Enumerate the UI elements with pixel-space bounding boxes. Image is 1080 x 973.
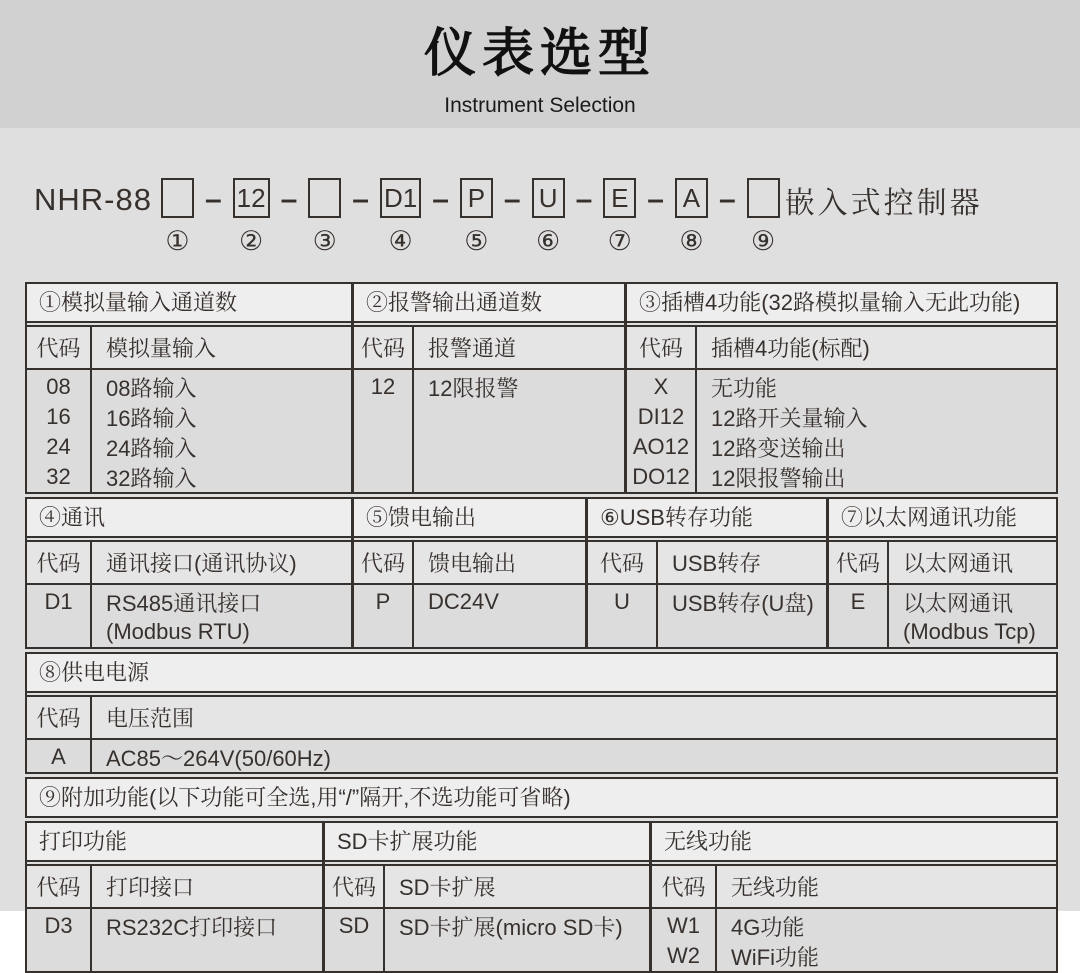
code-column — [354, 585, 414, 647]
band-5 — [25, 821, 1058, 973]
col-header-code: 代码 — [325, 866, 385, 907]
column-header-row — [354, 325, 624, 370]
col-header-code: 代码 — [627, 327, 697, 368]
model-slot-6 — [532, 178, 565, 255]
code-column — [27, 740, 92, 772]
code-value: 12 — [370, 374, 396, 399]
code-value: DI12 — [637, 404, 685, 429]
model-box-4: D1 — [380, 178, 421, 218]
code-column — [354, 370, 414, 492]
model-box-3 — [308, 178, 341, 218]
col-header-desc: 无线功能 — [731, 875, 820, 900]
data-rows — [354, 585, 585, 647]
code-value: A — [51, 744, 66, 769]
desc-value: 12限报警 — [428, 375, 519, 401]
section-power-supply — [27, 654, 1056, 772]
column-header-row — [588, 540, 826, 585]
data-rows — [325, 909, 649, 971]
selection-table — [25, 282, 1058, 973]
code-column — [829, 585, 889, 647]
band-3 — [25, 652, 1058, 774]
model-dash: – — [204, 183, 222, 216]
col-header-desc: SD卡扩展 — [399, 875, 496, 900]
code-column — [27, 585, 92, 647]
column-header-row — [27, 540, 351, 585]
model-slot-7 — [603, 178, 636, 255]
code-value: 24 — [46, 434, 71, 459]
model-code-line — [34, 178, 1080, 255]
data-rows — [627, 370, 1056, 492]
band-4 — [25, 777, 1058, 818]
desc-value: SD卡扩展(micro SD卡) — [399, 914, 623, 940]
model-box-6: U — [532, 178, 565, 218]
col-header-desc: 插槽4功能(标配) — [711, 336, 870, 361]
circled-number-1: ① — [165, 226, 190, 256]
circled-number-5: ⑤ — [464, 226, 489, 256]
code-value: AO12 — [632, 434, 690, 459]
title-band — [0, 0, 1080, 128]
circled-number-7: ⑦ — [607, 226, 632, 256]
model-dash: – — [432, 183, 449, 216]
column-header-row — [325, 864, 649, 909]
desc-value: 08路输入 — [106, 375, 197, 401]
section-alarm-output-channels — [351, 284, 624, 492]
circled-number-3: ③ — [312, 226, 337, 256]
model-dash: – — [280, 183, 298, 216]
col-header-desc: 馈电输出 — [428, 551, 517, 576]
desc-column — [658, 585, 826, 647]
band-1 — [25, 282, 1058, 494]
desc-column — [385, 909, 649, 971]
model-slot-8 — [675, 178, 708, 255]
page-subtitle: Instrument Selection — [444, 93, 636, 117]
column-header-row — [829, 540, 1056, 585]
model-slot-4 — [380, 178, 421, 255]
model-box-8: A — [675, 178, 708, 218]
circled-number-8: ⑧ — [679, 226, 704, 256]
desc-column — [697, 370, 1056, 492]
section-slot4-function — [624, 284, 1056, 492]
data-rows — [27, 370, 351, 492]
desc-column — [717, 909, 1056, 971]
section-feed-output — [351, 499, 585, 647]
data-rows — [652, 909, 1056, 971]
section-title: SD卡扩展功能 — [325, 823, 649, 862]
circled-number-9: ⑨ — [751, 226, 776, 256]
code-column — [627, 370, 697, 492]
desc-value: 4G功能 — [731, 914, 805, 940]
desc-value: 32路输入 — [106, 465, 197, 491]
desc-value: 无功能 — [711, 375, 778, 401]
band-2 — [25, 497, 1058, 649]
desc-value: WiFi功能 — [731, 944, 819, 970]
data-rows — [354, 370, 624, 492]
column-header-row — [627, 325, 1056, 370]
model-slot-3 — [308, 178, 341, 255]
code-column — [588, 585, 658, 647]
section-communication — [27, 499, 351, 647]
column-header-row — [652, 864, 1056, 909]
data-rows — [27, 585, 351, 647]
section-print-function — [27, 823, 322, 971]
col-header-desc: 电压范围 — [106, 706, 195, 731]
model-dash: – — [718, 183, 736, 216]
section-ethernet — [826, 499, 1056, 647]
model-box-5: P — [460, 178, 493, 218]
code-column — [27, 370, 92, 492]
desc-value: AC85～264V(50/60Hz) — [106, 745, 332, 771]
section-title: ⑤馈电输出 — [354, 499, 585, 538]
code-column — [325, 909, 385, 971]
column-header-row — [27, 864, 322, 909]
data-rows — [829, 585, 1056, 647]
desc-value: USB转存(U盘) — [672, 590, 814, 616]
model-slot-9 — [747, 178, 780, 255]
column-header-row — [354, 540, 585, 585]
section-title: ⑧供电电源 — [27, 654, 1056, 693]
circled-number-4: ④ — [388, 226, 413, 256]
section-title: 打印功能 — [27, 823, 322, 862]
desc-value: 以太网通讯 — [903, 590, 1014, 616]
model-slot-5 — [460, 178, 493, 255]
model-box-7: E — [603, 178, 636, 218]
code-column — [652, 909, 717, 971]
desc-value: (Modbus Tcp) — [903, 619, 1036, 644]
code-value: U — [614, 589, 630, 614]
model-suffix: 嵌入式控制器 — [784, 187, 983, 220]
desc-column — [414, 585, 585, 647]
code-value: X — [653, 374, 669, 399]
col-header-code: 代码 — [27, 327, 92, 368]
desc-value: RS232C打印接口 — [106, 914, 278, 940]
desc-value: (Modbus RTU) — [106, 619, 250, 644]
code-column — [27, 909, 92, 971]
section-analog-input-channels — [27, 284, 351, 492]
col-header-desc: 打印接口 — [106, 875, 195, 900]
col-header-code: 代码 — [354, 542, 414, 583]
code-value: 32 — [46, 464, 71, 489]
col-header-code: 代码 — [652, 866, 717, 907]
section-usb-transfer — [585, 499, 826, 647]
section-title-additional-functions: ⑨附加功能(以下功能可全选,用“/”隔开,不选功能可省略) — [27, 779, 1056, 816]
section-title: ④通讯 — [27, 499, 351, 538]
code-value: D3 — [44, 913, 73, 938]
circled-number-2: ② — [239, 226, 264, 256]
model-box-9 — [747, 178, 780, 218]
data-rows — [27, 909, 322, 971]
code-value: 16 — [46, 404, 71, 429]
col-header-desc: 以太网通讯 — [903, 551, 1014, 576]
model-box-2: 12 — [233, 178, 270, 218]
section-title: ①模拟量输入通道数 — [27, 284, 351, 323]
model-dash: – — [352, 183, 369, 216]
code-value: D1 — [44, 589, 73, 614]
model-slot-2 — [233, 178, 270, 255]
model-slot-1 — [161, 178, 194, 255]
col-header-code: 代码 — [588, 542, 658, 583]
desc-column — [414, 370, 624, 492]
col-header-code: 代码 — [27, 697, 92, 738]
section-sd-card — [322, 823, 649, 971]
section-title: 无线功能 — [652, 823, 1056, 862]
desc-value: 12路变送输出 — [711, 435, 846, 461]
section-title: ⑥USB转存功能 — [588, 499, 826, 538]
model-box-1 — [161, 178, 194, 218]
desc-value: 16路输入 — [106, 405, 197, 431]
desc-column — [92, 740, 1056, 772]
desc-value: 12路开关量输入 — [711, 405, 868, 431]
code-value: P — [375, 589, 391, 614]
section-title: ⑦以太网通讯功能 — [829, 499, 1056, 538]
circled-number-6: ⑥ — [535, 226, 561, 256]
col-header-code: 代码 — [829, 542, 889, 583]
model-dash: – — [647, 183, 664, 216]
code-value: DO12 — [632, 464, 690, 489]
section-title: ③插槽4功能(32路模拟量输入无此功能) — [627, 284, 1056, 323]
code-value: W2 — [667, 943, 700, 968]
model-prefix: NHR-88 — [34, 182, 152, 217]
desc-column — [92, 585, 351, 647]
model-dash: – — [503, 183, 521, 216]
code-value: W1 — [667, 913, 700, 938]
desc-column — [92, 370, 351, 492]
col-header-code: 代码 — [354, 327, 414, 368]
desc-value: 24路输入 — [106, 435, 197, 461]
data-rows — [588, 585, 826, 647]
col-header-desc: USB转存 — [672, 551, 762, 576]
column-header-row — [27, 695, 1056, 740]
desc-value: DC24V — [428, 589, 499, 614]
page-title: 仪表选型 — [423, 24, 656, 83]
model-dash: – — [575, 183, 593, 216]
data-rows — [27, 740, 1056, 772]
col-header-code: 代码 — [27, 542, 92, 583]
desc-value: RS485通讯接口 — [106, 590, 262, 616]
section-wireless — [649, 823, 1056, 971]
desc-column — [92, 909, 322, 971]
desc-column — [889, 585, 1056, 647]
col-header-desc: 通讯接口(通讯协议) — [106, 551, 297, 576]
code-value: 08 — [46, 374, 71, 399]
code-value: E — [850, 589, 866, 614]
column-header-row — [27, 325, 351, 370]
col-header-desc: 报警通道 — [428, 336, 517, 361]
section-title: ②报警输出通道数 — [354, 284, 624, 323]
desc-value: 12限报警输出 — [711, 465, 846, 491]
col-header-code: 代码 — [27, 866, 92, 907]
col-header-desc: 模拟量输入 — [106, 336, 217, 361]
code-value: SD — [338, 913, 370, 938]
